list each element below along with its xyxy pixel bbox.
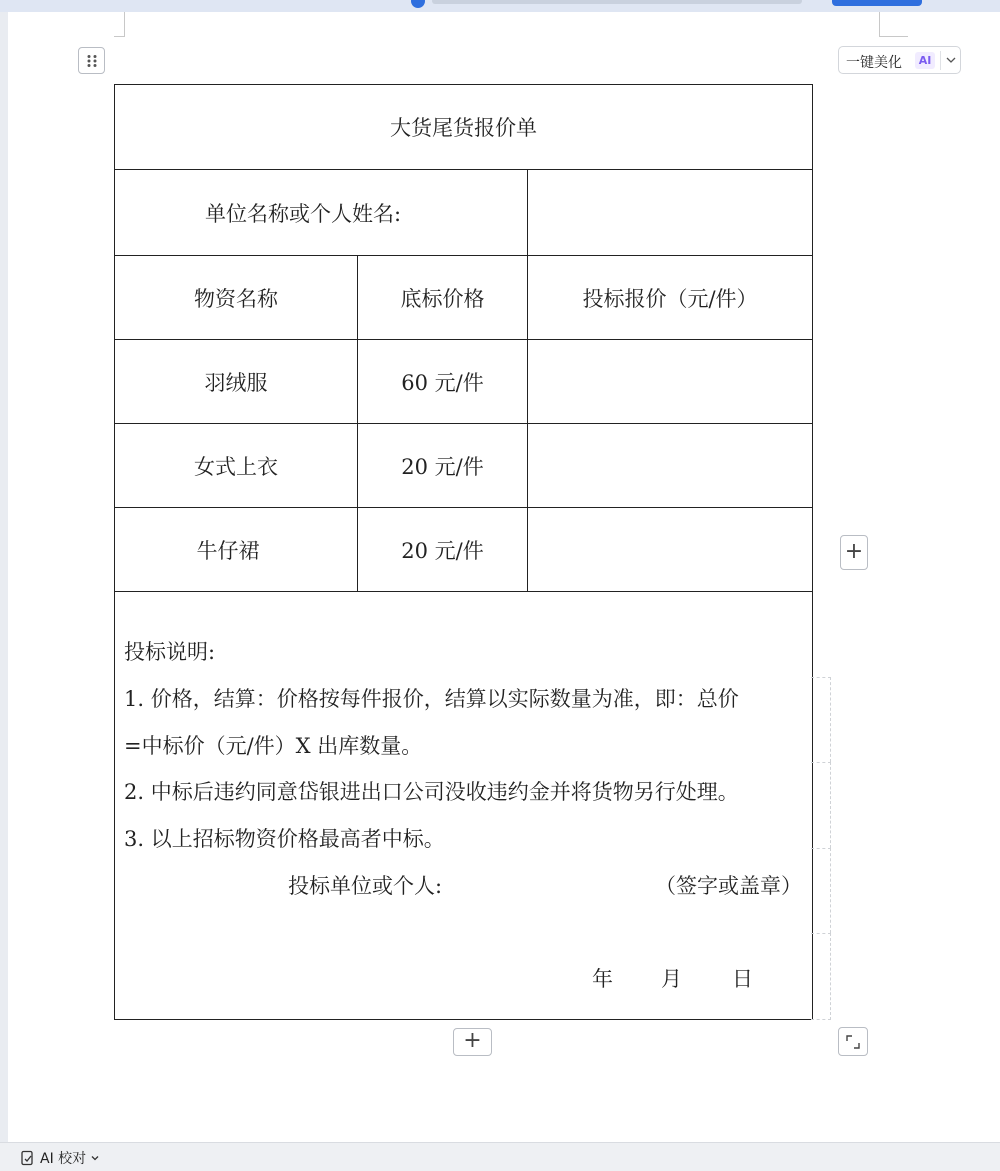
- item-name-cell[interactable]: 羽绒服: [115, 340, 358, 424]
- notes-item-3: 3. 以上招标物资价格最高者中标。: [124, 827, 445, 851]
- notes-heading: 投标说明:: [124, 640, 216, 664]
- ai-proofread-label: AI 校对: [40, 1151, 87, 1167]
- ai-proofread-button[interactable]: [20, 1148, 100, 1168]
- row-guide: [811, 762, 831, 848]
- item-name-cell[interactable]: 牛仔裙: [115, 508, 358, 592]
- table-row: [115, 424, 813, 508]
- page-corner-mark: [879, 12, 908, 37]
- base-price-cell[interactable]: 20 元/件: [358, 424, 528, 508]
- unit-name-label[interactable]: 单位名称或个人姓名:: [115, 170, 528, 256]
- bid-price-cell[interactable]: [528, 508, 813, 592]
- notes-item-1-cont: =中标价（元/件）X 出库数量。: [124, 734, 423, 758]
- ai-badge: AI: [915, 52, 935, 69]
- date-year: 年: [592, 967, 613, 991]
- page-corner-mark: [114, 12, 125, 37]
- unit-name-cell[interactable]: [528, 170, 813, 256]
- table-row: [115, 340, 813, 424]
- divider: [940, 51, 941, 70]
- info-icon: [411, 0, 425, 8]
- chevron-down-icon[interactable]: [944, 50, 958, 70]
- table-title[interactable]: 大货尾货报价单: [115, 85, 813, 170]
- proofread-icon: [20, 1150, 36, 1166]
- notification-text: [432, 0, 802, 4]
- item-name-cell[interactable]: 女式上衣: [115, 424, 358, 508]
- add-column-button[interactable]: +: [840, 535, 868, 570]
- header-base-price[interactable]: 底标价格: [358, 256, 528, 340]
- date-month: 月: [661, 967, 682, 991]
- chevron-down-icon: [90, 1153, 100, 1163]
- sign-note: （签字或盖章）: [655, 874, 802, 898]
- quotation-table: [114, 84, 813, 1020]
- notification-action-button[interactable]: [832, 0, 922, 6]
- row-guide: [811, 677, 831, 762]
- header-bid-price[interactable]: 投标报价（元/件）: [528, 256, 813, 340]
- add-row-button[interactable]: +: [453, 1028, 492, 1056]
- bid-price-cell[interactable]: [528, 340, 813, 424]
- top-notification-bar: [0, 0, 1000, 12]
- table-row: [115, 508, 813, 592]
- table-drag-handle[interactable]: [78, 47, 105, 74]
- bidder-label: 投标单位或个人:: [288, 874, 443, 898]
- row-guide: [811, 933, 831, 1020]
- notes-item-1: 1. 价格，结算：价格按每件报价，结算以实际数量为准，即：总价: [124, 687, 739, 711]
- beautify-label: 一键美化: [846, 55, 902, 71]
- status-bar: [0, 1142, 1000, 1171]
- header-item-name[interactable]: 物资名称: [115, 256, 358, 340]
- row-guide: [811, 848, 831, 933]
- notes-item-2: 2. 中标后违约同意岱银进出口公司没收违约金并将货物另行处理。: [124, 780, 739, 804]
- drag-grip-icon: [86, 54, 98, 68]
- base-price-cell[interactable]: 20 元/件: [358, 508, 528, 592]
- one-click-beautify-button[interactable]: [838, 46, 961, 74]
- table-resize-handle[interactable]: [838, 1027, 868, 1056]
- resize-icon: [846, 1035, 860, 1049]
- bid-notes-cell[interactable]: [115, 592, 813, 1020]
- date-day: 日: [732, 967, 753, 991]
- base-price-cell[interactable]: 60 元/件: [358, 340, 528, 424]
- bid-price-cell[interactable]: [528, 424, 813, 508]
